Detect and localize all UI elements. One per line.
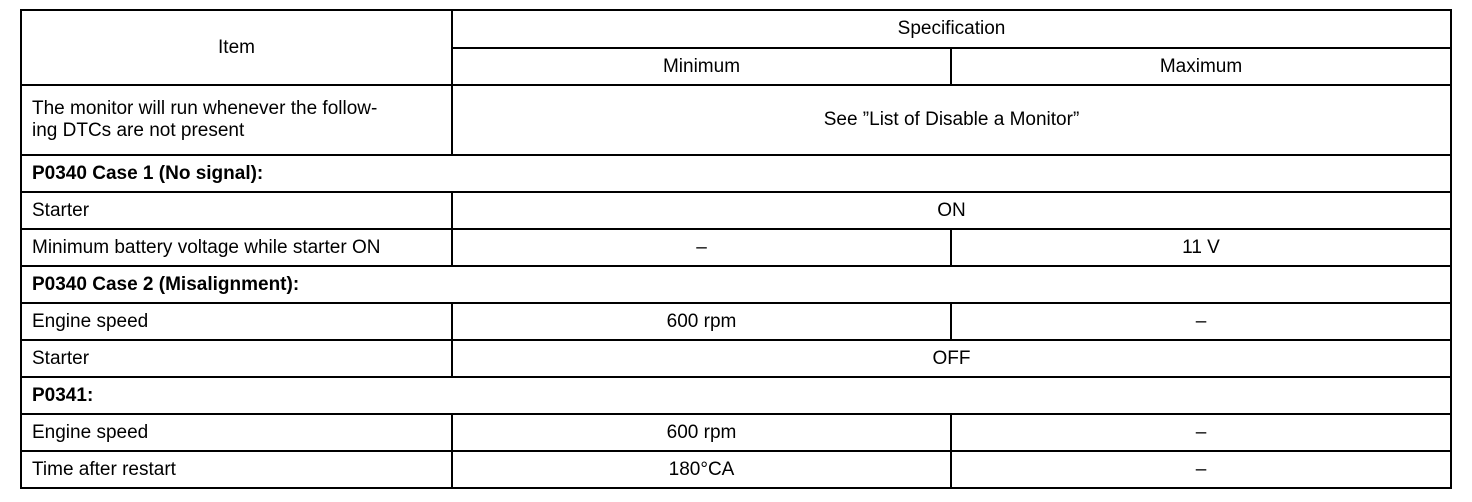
max-cell: – [951, 414, 1451, 451]
max-cell: – [951, 303, 1451, 340]
max-cell: – [951, 451, 1451, 488]
min-cell: 600 rpm [452, 414, 951, 451]
table-row [21, 340, 1451, 377]
header-row [21, 10, 1451, 48]
table-row [21, 303, 1451, 340]
item-text-line-1: The monitor will run whenever the follow- [32, 98, 378, 119]
table-row [21, 414, 1451, 451]
max-cell: 11 V [951, 229, 1451, 266]
section-row [21, 155, 1451, 192]
item-cell: Engine speed [21, 414, 452, 451]
header-maximum: Maximum [951, 48, 1451, 85]
specification-table [20, 9, 1452, 489]
header-item: Item [21, 10, 452, 85]
table-row [21, 85, 1451, 155]
min-cell: 180°CA [452, 451, 951, 488]
item-cell [21, 85, 452, 155]
value-cell: OFF [452, 340, 1451, 377]
header-specification: Specification [452, 10, 1451, 48]
section-row [21, 377, 1451, 414]
table-row [21, 451, 1451, 488]
item-cell: Time after restart [21, 451, 452, 488]
item-cell: Minimum battery voltage while starter ON [21, 229, 452, 266]
section-label: P0340 Case 1 (No signal): [21, 155, 1451, 192]
item-cell: Starter [21, 340, 452, 377]
table-row [21, 192, 1451, 229]
item-text-line-2: ing DTCs are not present [32, 120, 245, 141]
min-cell: 600 rpm [452, 303, 951, 340]
section-label: P0340 Case 2 (Misalignment): [21, 266, 1451, 303]
item-cell: Starter [21, 192, 452, 229]
item-cell: Engine speed [21, 303, 452, 340]
value-cell: See ”List of Disable a Monitor” [452, 85, 1451, 155]
table-row [21, 229, 1451, 266]
section-label: P0341: [21, 377, 1451, 414]
section-row [21, 266, 1451, 303]
min-cell: – [452, 229, 951, 266]
value-cell: ON [452, 192, 1451, 229]
header-minimum: Minimum [452, 48, 951, 85]
